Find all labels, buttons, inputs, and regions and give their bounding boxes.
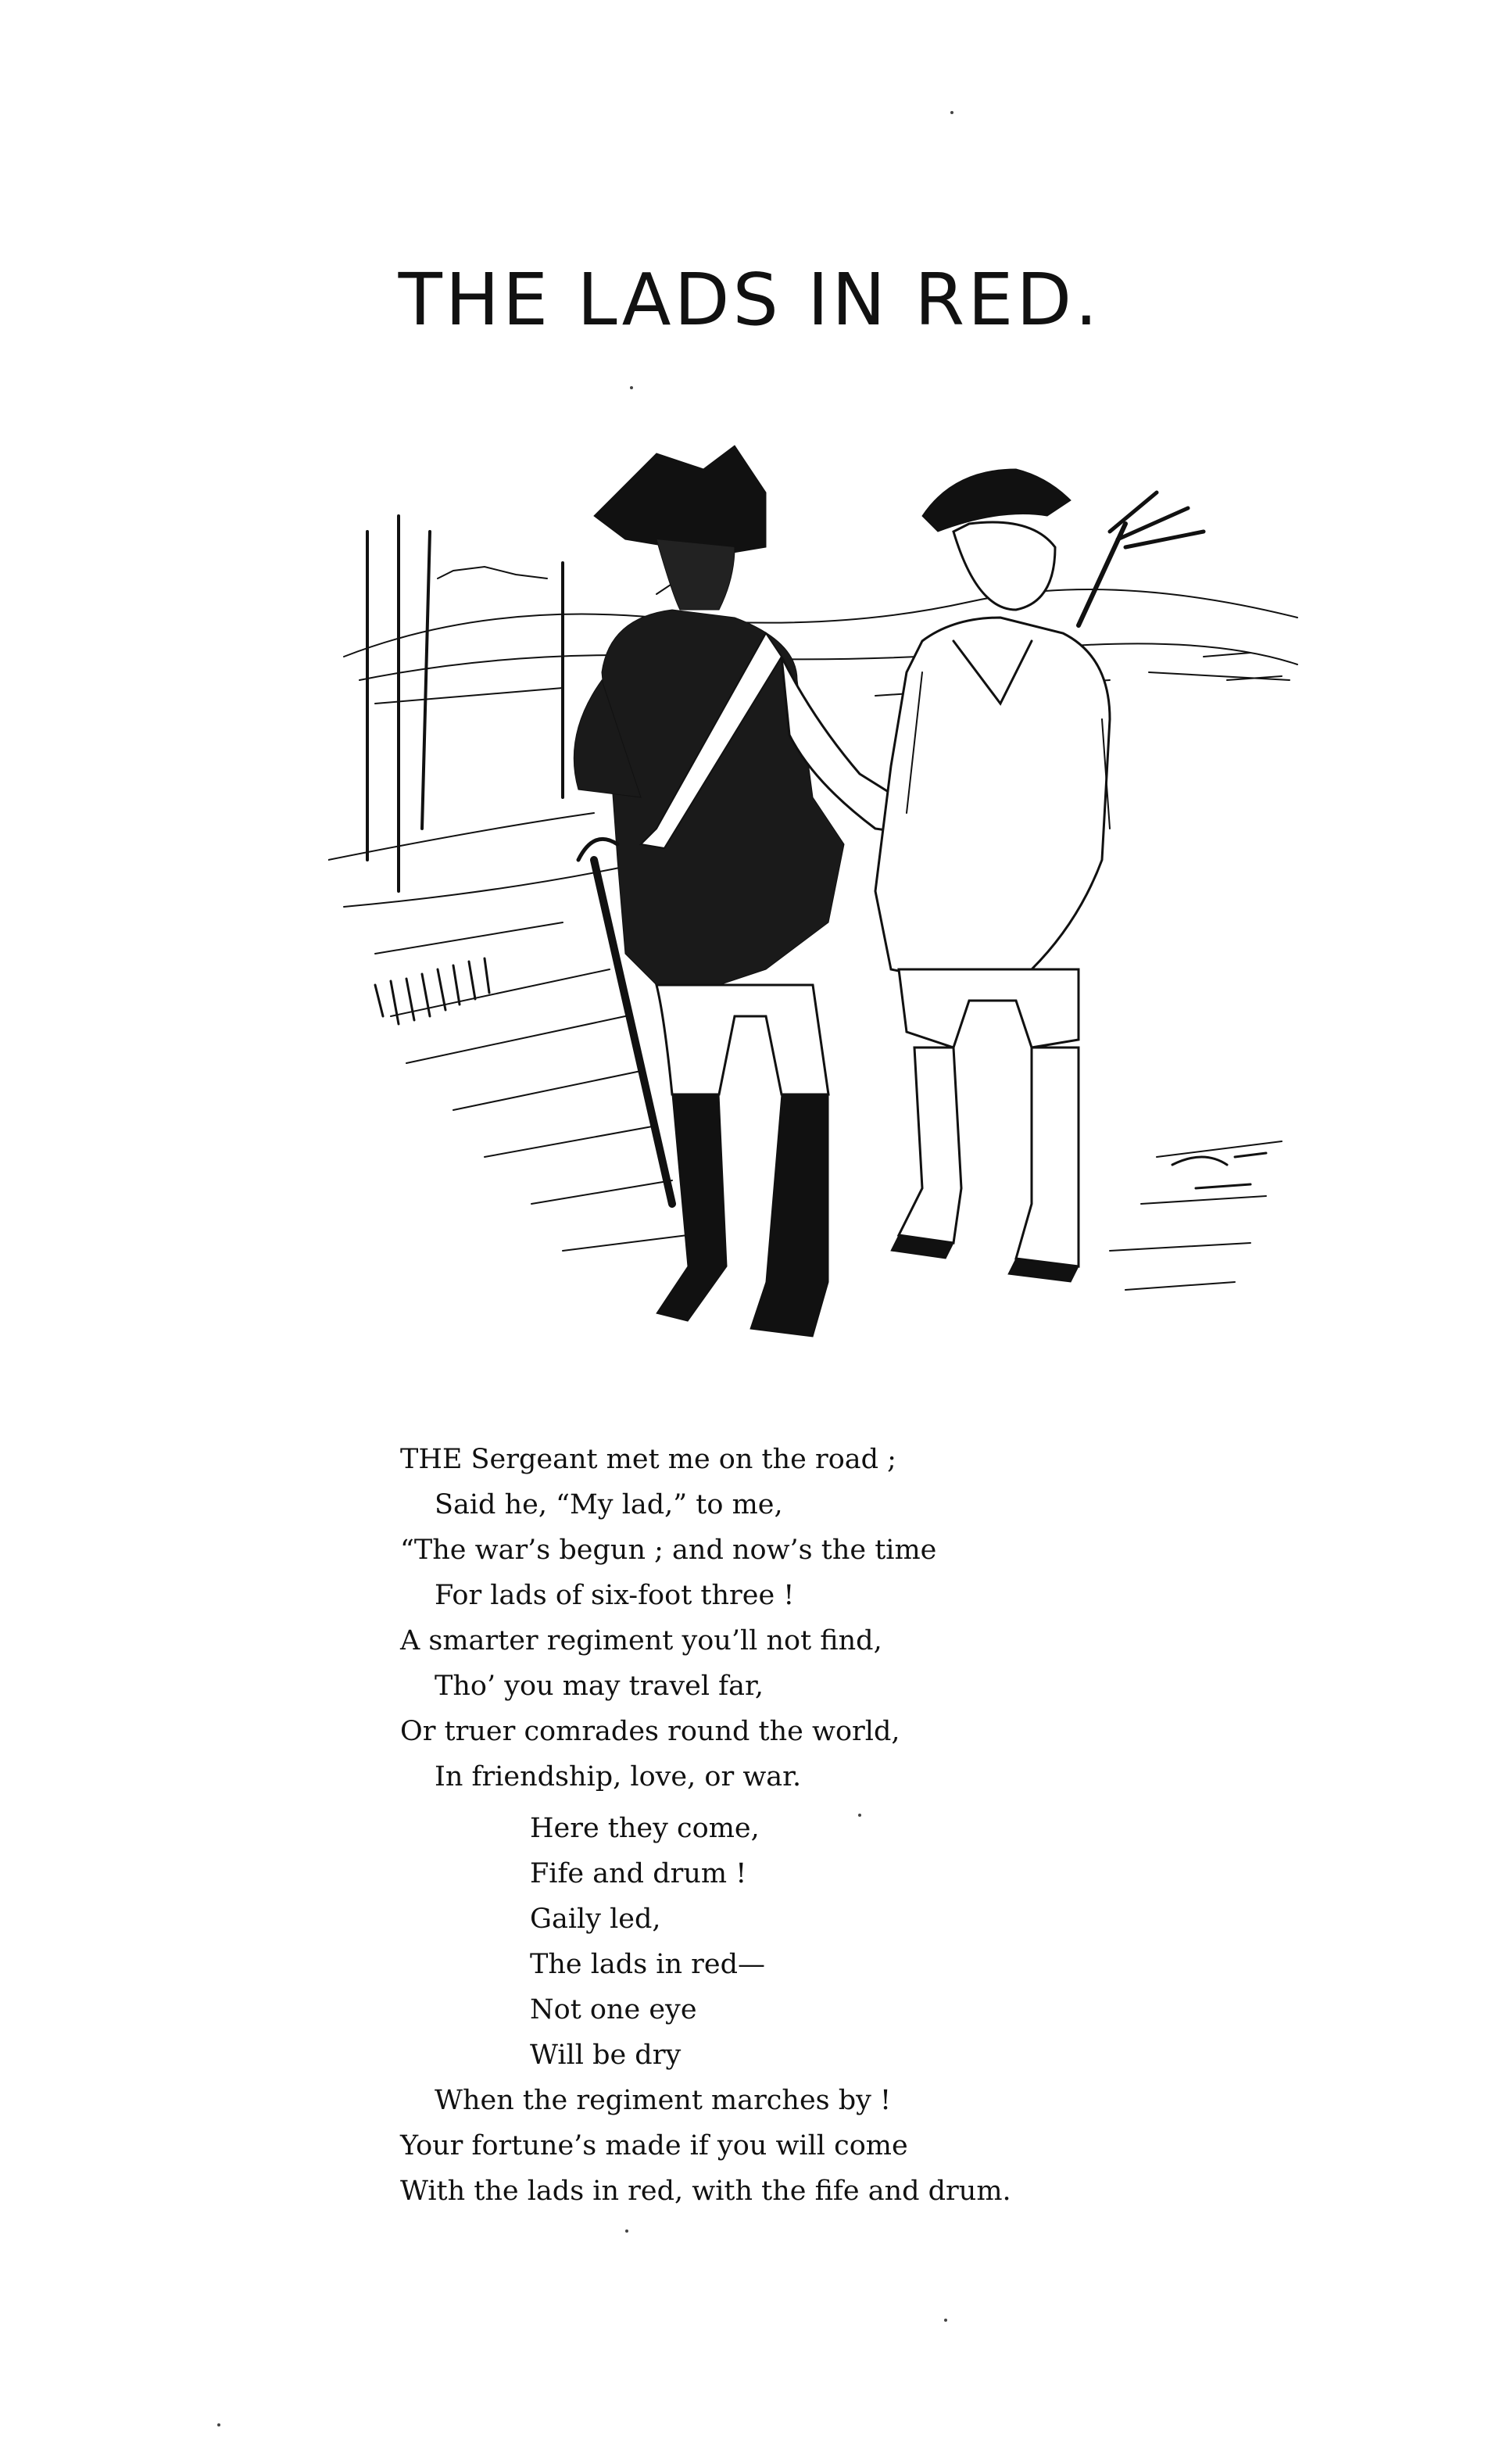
ink-speck	[944, 2319, 947, 2322]
ink-speck	[950, 111, 953, 114]
chorus-line: Here they come,	[530, 1813, 760, 1844]
chorus-line: Will be dry	[530, 2040, 682, 2071]
poem-line: Tho’ you may travel far,	[435, 1671, 764, 1702]
poem-body	[400, 1437, 1182, 2214]
chorus-line: Gaily led,	[530, 1904, 661, 1935]
landscape-background	[344, 567, 1297, 704]
ink-speck	[625, 2229, 628, 2233]
chorus-line: Not one eye	[530, 1994, 697, 2025]
poem-line: For lads of six-foot three !	[435, 1580, 795, 1611]
fence-posts	[367, 516, 563, 891]
chorus-line: Fife and drum !	[530, 1858, 747, 1889]
chorus-line: The lads in red—	[530, 1949, 765, 1980]
poem-line: Said he, “My lad,” to me,	[435, 1489, 783, 1520]
poem-line: THE Sergeant met me on the road ;	[400, 1444, 896, 1475]
sergeant-and-farmer-illustration	[328, 422, 1313, 1391]
poem-line: With the lads in red, with the fife and drum.	[400, 2176, 1011, 2207]
farmer-figure	[875, 469, 1204, 1282]
poem-line: When the regiment marches by !	[435, 2085, 892, 2116]
artist-signature	[1172, 1153, 1266, 1188]
poem-line: “The war’s begun ; and now’s the time	[400, 1535, 937, 1566]
poem-line: Or truer comrades round the world,	[400, 1716, 900, 1747]
ink-speck	[217, 2423, 220, 2426]
poem-title: THE LADS IN RED.	[398, 258, 1101, 342]
poem-line: A smarter regiment you’ll not find,	[400, 1625, 882, 1656]
ink-speck	[858, 1814, 861, 1817]
poem-line: Your fortune’s made if you will come	[400, 2130, 908, 2161]
poem-line: In friendship, love, or war.	[435, 1761, 802, 1792]
ink-speck	[630, 386, 633, 389]
ditch-shading	[375, 958, 489, 1024]
